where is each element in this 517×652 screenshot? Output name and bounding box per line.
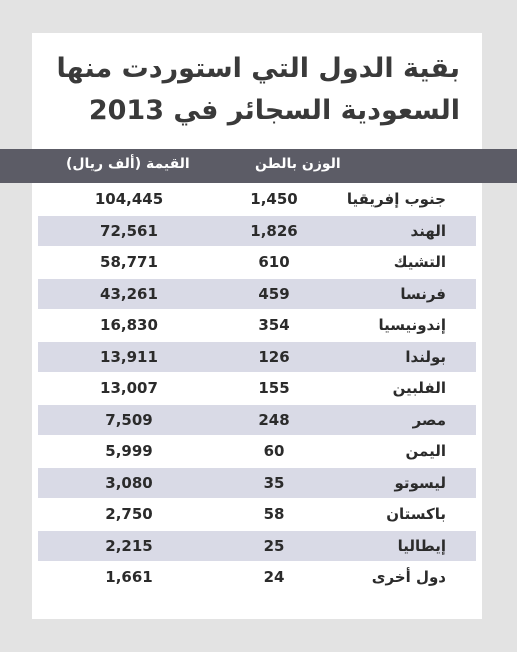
table-row — [38, 405, 476, 436]
table-row — [38, 342, 476, 373]
table-row — [38, 531, 476, 562]
table-row — [38, 216, 476, 247]
value-cell: 58,771 — [100, 253, 158, 271]
weight-cell: 459 — [258, 284, 290, 303]
weight-cell: 1,826 — [250, 221, 298, 240]
country-cell: التشيك — [393, 253, 446, 271]
value-cell: 2,750 — [105, 505, 153, 523]
country-cell: اليمن — [405, 442, 446, 460]
value-cell: 16,830 — [100, 316, 158, 334]
country-cell: جنوب إفريقيا — [346, 190, 446, 208]
title-line-1: بقية الدول التي استوردت منها — [56, 53, 460, 84]
weight-cell: 25 — [263, 536, 285, 555]
table-row — [38, 436, 476, 467]
value-cell: 13,007 — [100, 379, 158, 397]
country-cell: إندونيسيا — [378, 316, 446, 334]
table-body — [38, 184, 476, 594]
value-cell: 3,080 — [105, 473, 153, 492]
value-cell: 72,561 — [100, 221, 158, 240]
weight-cell: 1,450 — [250, 190, 298, 208]
title-line-2: السعودية السجائر في 2013 — [88, 95, 460, 126]
value-cell: 43,261 — [100, 284, 158, 303]
table-row — [38, 310, 476, 341]
table-row — [38, 468, 476, 499]
weight-column-header: الوزن بالطن — [255, 156, 341, 172]
value-column-header: القيمة (ألف ريال) — [66, 156, 190, 172]
country-cell: بولندا — [405, 347, 446, 366]
value-cell: 7,509 — [105, 410, 153, 429]
weight-cell: 248 — [258, 410, 290, 429]
country-cell: دول أخرى — [371, 568, 446, 586]
table-row — [38, 373, 476, 404]
table-row — [38, 184, 476, 215]
weight-cell: 155 — [258, 379, 290, 397]
weight-cell: 24 — [263, 568, 285, 586]
country-cell: باكستان — [386, 505, 446, 523]
country-cell: الهند — [410, 221, 446, 240]
weight-cell: 610 — [258, 253, 290, 271]
weight-cell: 126 — [258, 347, 290, 366]
value-cell: 104,445 — [94, 190, 164, 208]
value-cell: 2,215 — [105, 536, 153, 555]
table-row — [38, 247, 476, 278]
table-row — [38, 499, 476, 530]
table-row — [38, 279, 476, 310]
value-cell: 13,911 — [100, 347, 158, 366]
weight-cell: 58 — [263, 505, 285, 523]
table-row — [38, 562, 476, 593]
value-cell: 1,661 — [105, 568, 153, 586]
country-cell: إيطاليا — [397, 536, 446, 555]
weight-cell: 354 — [258, 316, 290, 334]
value-cell: 5,999 — [105, 442, 153, 460]
weight-cell: 60 — [263, 442, 285, 460]
table-header — [0, 149, 517, 183]
country-cell: ليسوتو — [394, 473, 446, 492]
country-cell: الفلبين — [392, 379, 446, 397]
country-cell: مصر — [412, 410, 446, 429]
country-cell: فرنسا — [400, 284, 446, 303]
weight-cell: 35 — [263, 473, 285, 492]
